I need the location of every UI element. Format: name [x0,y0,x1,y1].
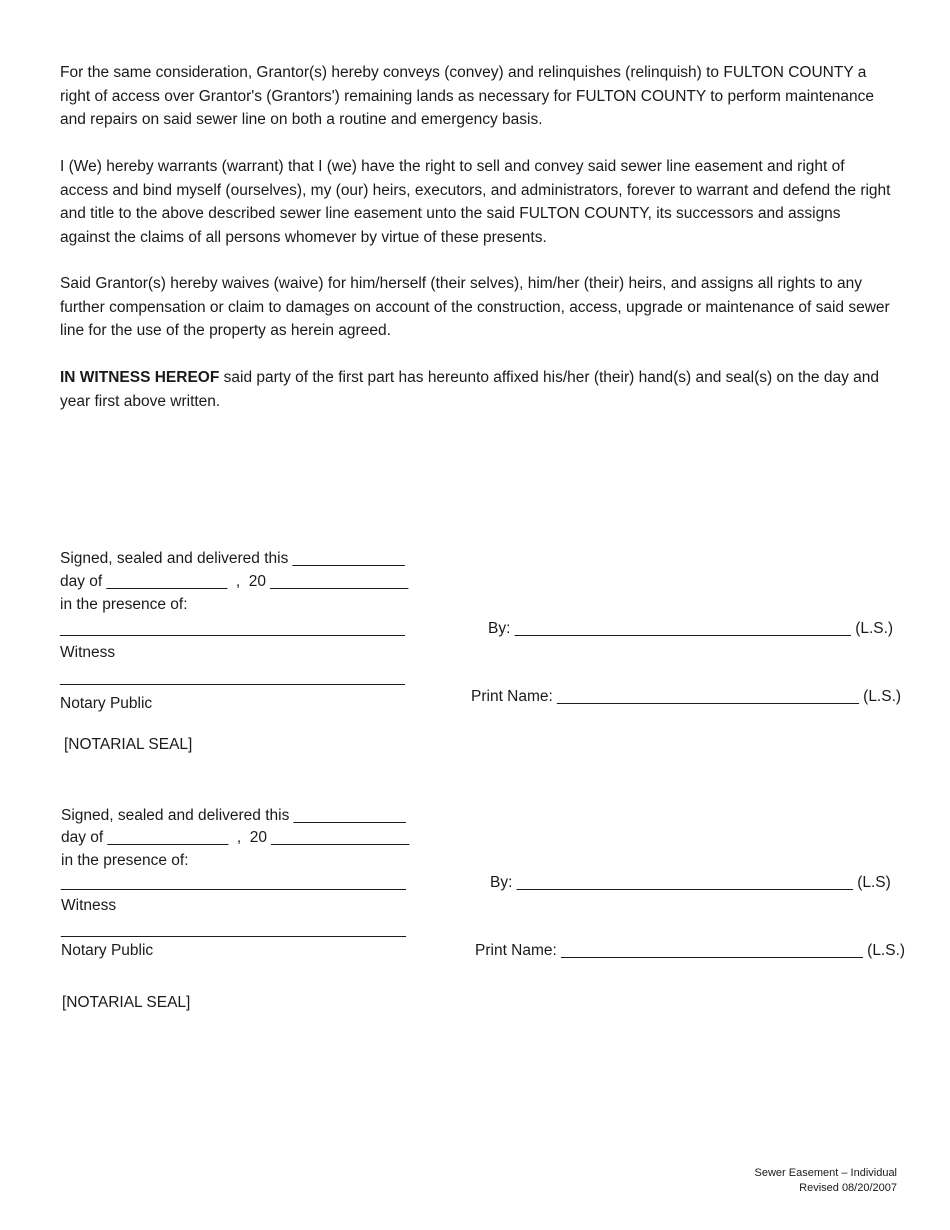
paragraph-witness-hereof [60,366,892,413]
witness-hereof-text: said party of the first part has hereunto affixed his/her (their) hand(s) and seal(s) on the day and year first above written. [60,369,880,410]
notarial-seal-label: [NOTARIAL SEAL] [64,736,193,753]
witness-label: Witness [60,644,116,661]
notary-signature-line[interactable]: ________________________________________ [60,669,405,686]
by-signature-line[interactable]: By: _______________________________________ (L.S) [490,874,891,891]
witness-hereof-heading: IN WITNESS HEREOF [60,369,220,386]
footer-revision-date: Revised 08/20/2007 [799,1182,897,1194]
by-signature-line[interactable]: By: _______________________________________ (L.S.) [488,620,894,637]
witness-label: Witness [61,897,117,914]
day-year-field[interactable]: day of ______________ , 20 ________________ [61,829,410,846]
notary-label: Notary Public [60,695,153,712]
signed-date-field[interactable]: Signed, sealed and delivered this _____________ [60,550,405,567]
paragraph-warranty: I (We) hereby warrants (warrant) that I (we) have the right to sell and convey said sewer line easement and right of access and bind myself (ourselves), my (our) heirs, executors, and administrators, forever to warrant and defend the right and title to the above described sewer line easement unto the said FULTON COUNTY, its successors and assigns against the claims of all persons whomever by virtue of these presents. [60,158,891,246]
presence-label: in the presence of: [60,596,188,613]
notarial-seal-label: [NOTARIAL SEAL] [62,994,191,1011]
witness-signature-line[interactable]: ________________________________________ [61,874,406,891]
signed-date-field[interactable]: Signed, sealed and delivered this _____________ [61,807,406,824]
day-year-field[interactable]: day of ______________ , 20 ________________ [60,573,409,590]
notary-signature-line[interactable]: ________________________________________ [61,921,406,938]
print-name-line[interactable]: Print Name: ___________________________________ (L.S.) [475,942,906,959]
footer-form-title: Sewer Easement – Individual [754,1167,897,1179]
witness-signature-line[interactable]: ________________________________________ [60,620,405,637]
paragraph-access-right: For the same consideration, Grantor(s) hereby conveys (convey) and relinquishes (relinquish) to FULTON COUNTY a right of access over Grantor's (Grantors') remaining lands as necessary for FULTON COUNTY to perform maintenance and repairs on said sewer line on both a routine and emergency basis. [60,64,874,128]
notary-label: Notary Public [61,942,154,959]
print-name-line[interactable]: Print Name: ___________________________________ (L.S.) [471,688,902,705]
paragraph-waiver: Said Grantor(s) hereby waives (waive) for him/herself (their selves), him/her (their) heirs, and assigns all rights to any further compensation or claim to damages on account of the construction, access, upgrade or maintenance of said sewer line for the use of the property as herein agreed. [60,275,890,339]
presence-label: in the presence of: [61,852,189,869]
